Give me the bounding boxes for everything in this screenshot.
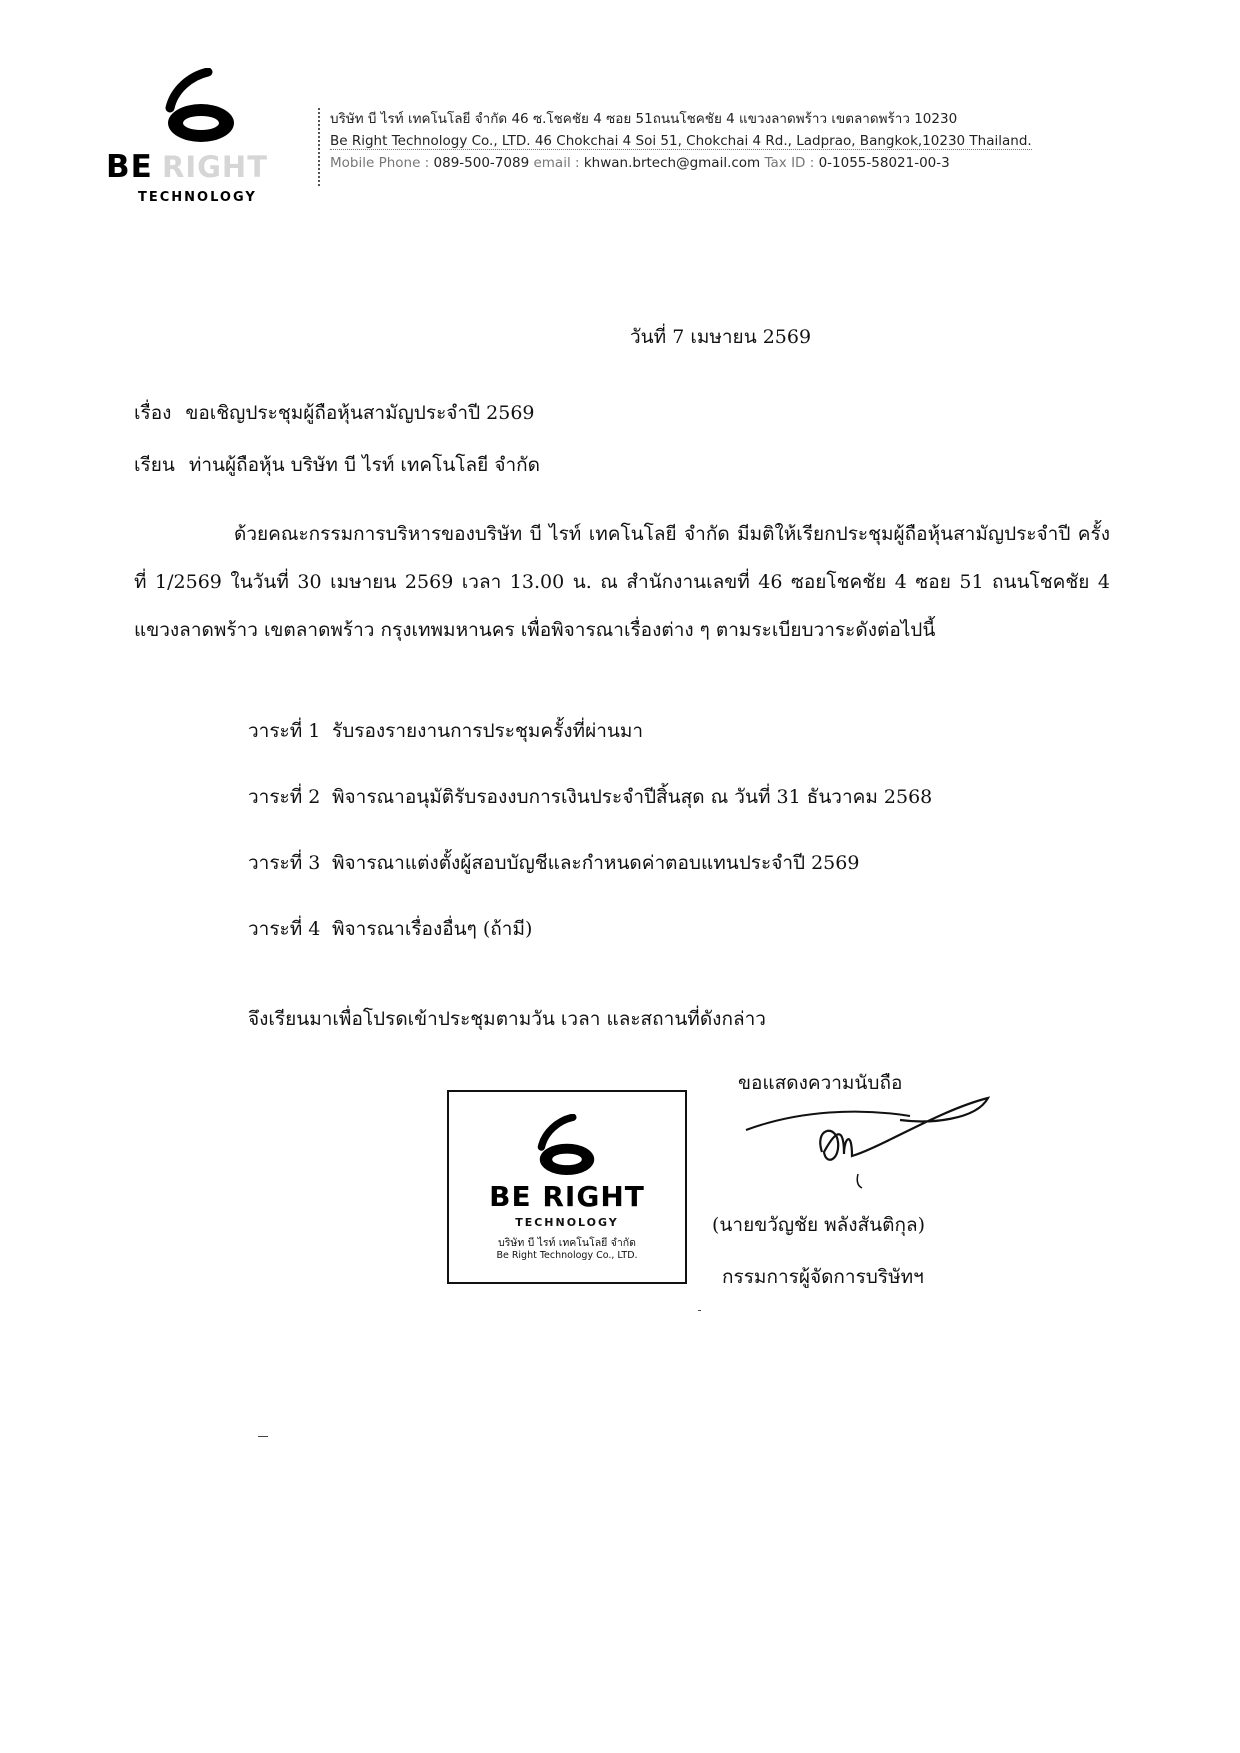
email-label: email :	[533, 155, 580, 171]
agenda-item	[248, 848, 932, 914]
stamp-name-english: Be Right Technology Co., LTD.	[496, 1250, 638, 1261]
subject-label: เรื่อง	[134, 402, 172, 424]
body-text: ด้วยคณะกรรมการบริหารของบริษัท บี ไรท์ เทคโนโลยี จำกัด มีมติให้เรียกประชุมผู้ถือหุ้นสามัญประจำปี ครั้งที่ 1/2569 ในวันที่ 30 เมษายน 2569 เวลา 13.00 น. ณ สำนักงานเลขที่ 46 ซอยโชคชัย 4 ซอย 51 ถนนโชคชัย 4 แขวงลาดพร้าว เขตลาดพร้าว กรุงเทพมหานคร เพื่อพิจารณาเรื่องต่าง ๆ ตามระเบียบวาระดังต่อไปนี้	[134, 523, 1110, 641]
handwritten-signature	[740, 1090, 1000, 1210]
signer-title: กรรมการผู้จัดการบริษัทฯ	[722, 1266, 924, 1288]
logo-six-mark-icon	[160, 68, 242, 148]
company-logo	[100, 68, 290, 205]
signer-name: (นายขวัญชัย พลังสันติกุล)	[712, 1214, 926, 1236]
tax-label: Tax ID :	[764, 155, 815, 171]
body-paragraph	[134, 510, 1110, 654]
subject-text: ขอเชิญประชุมผู้ถือหุ้นสามัญประจำปี 2569	[185, 402, 535, 424]
agenda-item	[248, 716, 932, 782]
stamp-logo-icon	[527, 1114, 607, 1180]
agenda-text: พิจารณาแต่งตั้งผู้สอบบัญชีและกำหนดค่าตอบแทนประจำปี 2569	[332, 852, 860, 874]
scan-artifact	[698, 1310, 701, 1311]
agenda-item	[248, 914, 932, 980]
letter-date: วันที่ 7 เมษายน 2569	[630, 326, 812, 348]
logo-be-text: BE	[106, 149, 153, 185]
agenda-text: รับรองรายงานการประชุมครั้งที่ผ่านมา	[332, 720, 644, 742]
letterhead-divider	[318, 108, 320, 186]
address-thai: บริษัท บี ไรท์ เทคโนโลยี จำกัด 46 ซ.โชคชัย 4 ซอย 51ถนนโชคชัย 4 แขวงลาดพร้าว เขตลาดพร้าว 10230	[330, 111, 958, 127]
tax-id: 0-1055-58021-00-3	[818, 155, 950, 171]
recipient-label: เรียน	[134, 454, 175, 476]
agenda-number: วาระที่ 1	[248, 720, 321, 742]
scan-artifact	[258, 1436, 268, 1437]
address-english: Be Right Technology Co., LTD. 46 Chokchai 4 Soi 51, Chokchai 4 Rd., Ladprao, Bangkok,10230 Thailand.	[330, 133, 1032, 149]
stamp-name-thai: บริษัท บี ไรท์ เทคโนโลยี จำกัด	[498, 1237, 636, 1249]
letterhead-contact	[330, 108, 1032, 174]
agenda-item	[248, 782, 932, 848]
mobile-number: 089-500-7089	[433, 155, 530, 171]
company-stamp	[447, 1090, 687, 1284]
email-address: khwan.brtech@gmail.com	[583, 155, 761, 171]
agenda-number: วาระที่ 2	[248, 786, 321, 808]
agenda-text: พิจารณาเรื่องอื่นๆ (ถ้ามี)	[332, 918, 533, 940]
mobile-label: Mobile Phone :	[330, 155, 430, 171]
agenda-text: พิจารณาอนุมัติรับรองงบการเงินประจำปีสิ้นสุด ณ วันที่ 31 ธันวาคม 2568	[332, 786, 933, 808]
stamp-technology: TECHNOLOGY	[515, 1216, 619, 1229]
subject-line	[134, 398, 535, 428]
closing-sentence: จึงเรียนมาเพื่อโปรดเข้าประชุมตามวัน เวลา และสถานที่ดังกล่าว	[248, 1008, 766, 1030]
logo-right-text: RIGHT	[162, 150, 268, 184]
agenda-number: วาระที่ 3	[248, 852, 321, 874]
regards-text: ขอแสดงความนับถือ	[738, 1072, 903, 1094]
stamp-company-name: BE RIGHT	[489, 1180, 645, 1213]
recipient-line	[134, 450, 540, 480]
logo-technology-text: TECHNOLOGY	[138, 190, 257, 205]
agenda-list	[248, 716, 932, 980]
agenda-number: วาระที่ 4	[248, 918, 321, 940]
recipient-text: ท่านผู้ถือหุ้น บริษัท บี ไรท์ เทคโนโลยี จำกัด	[188, 454, 540, 476]
